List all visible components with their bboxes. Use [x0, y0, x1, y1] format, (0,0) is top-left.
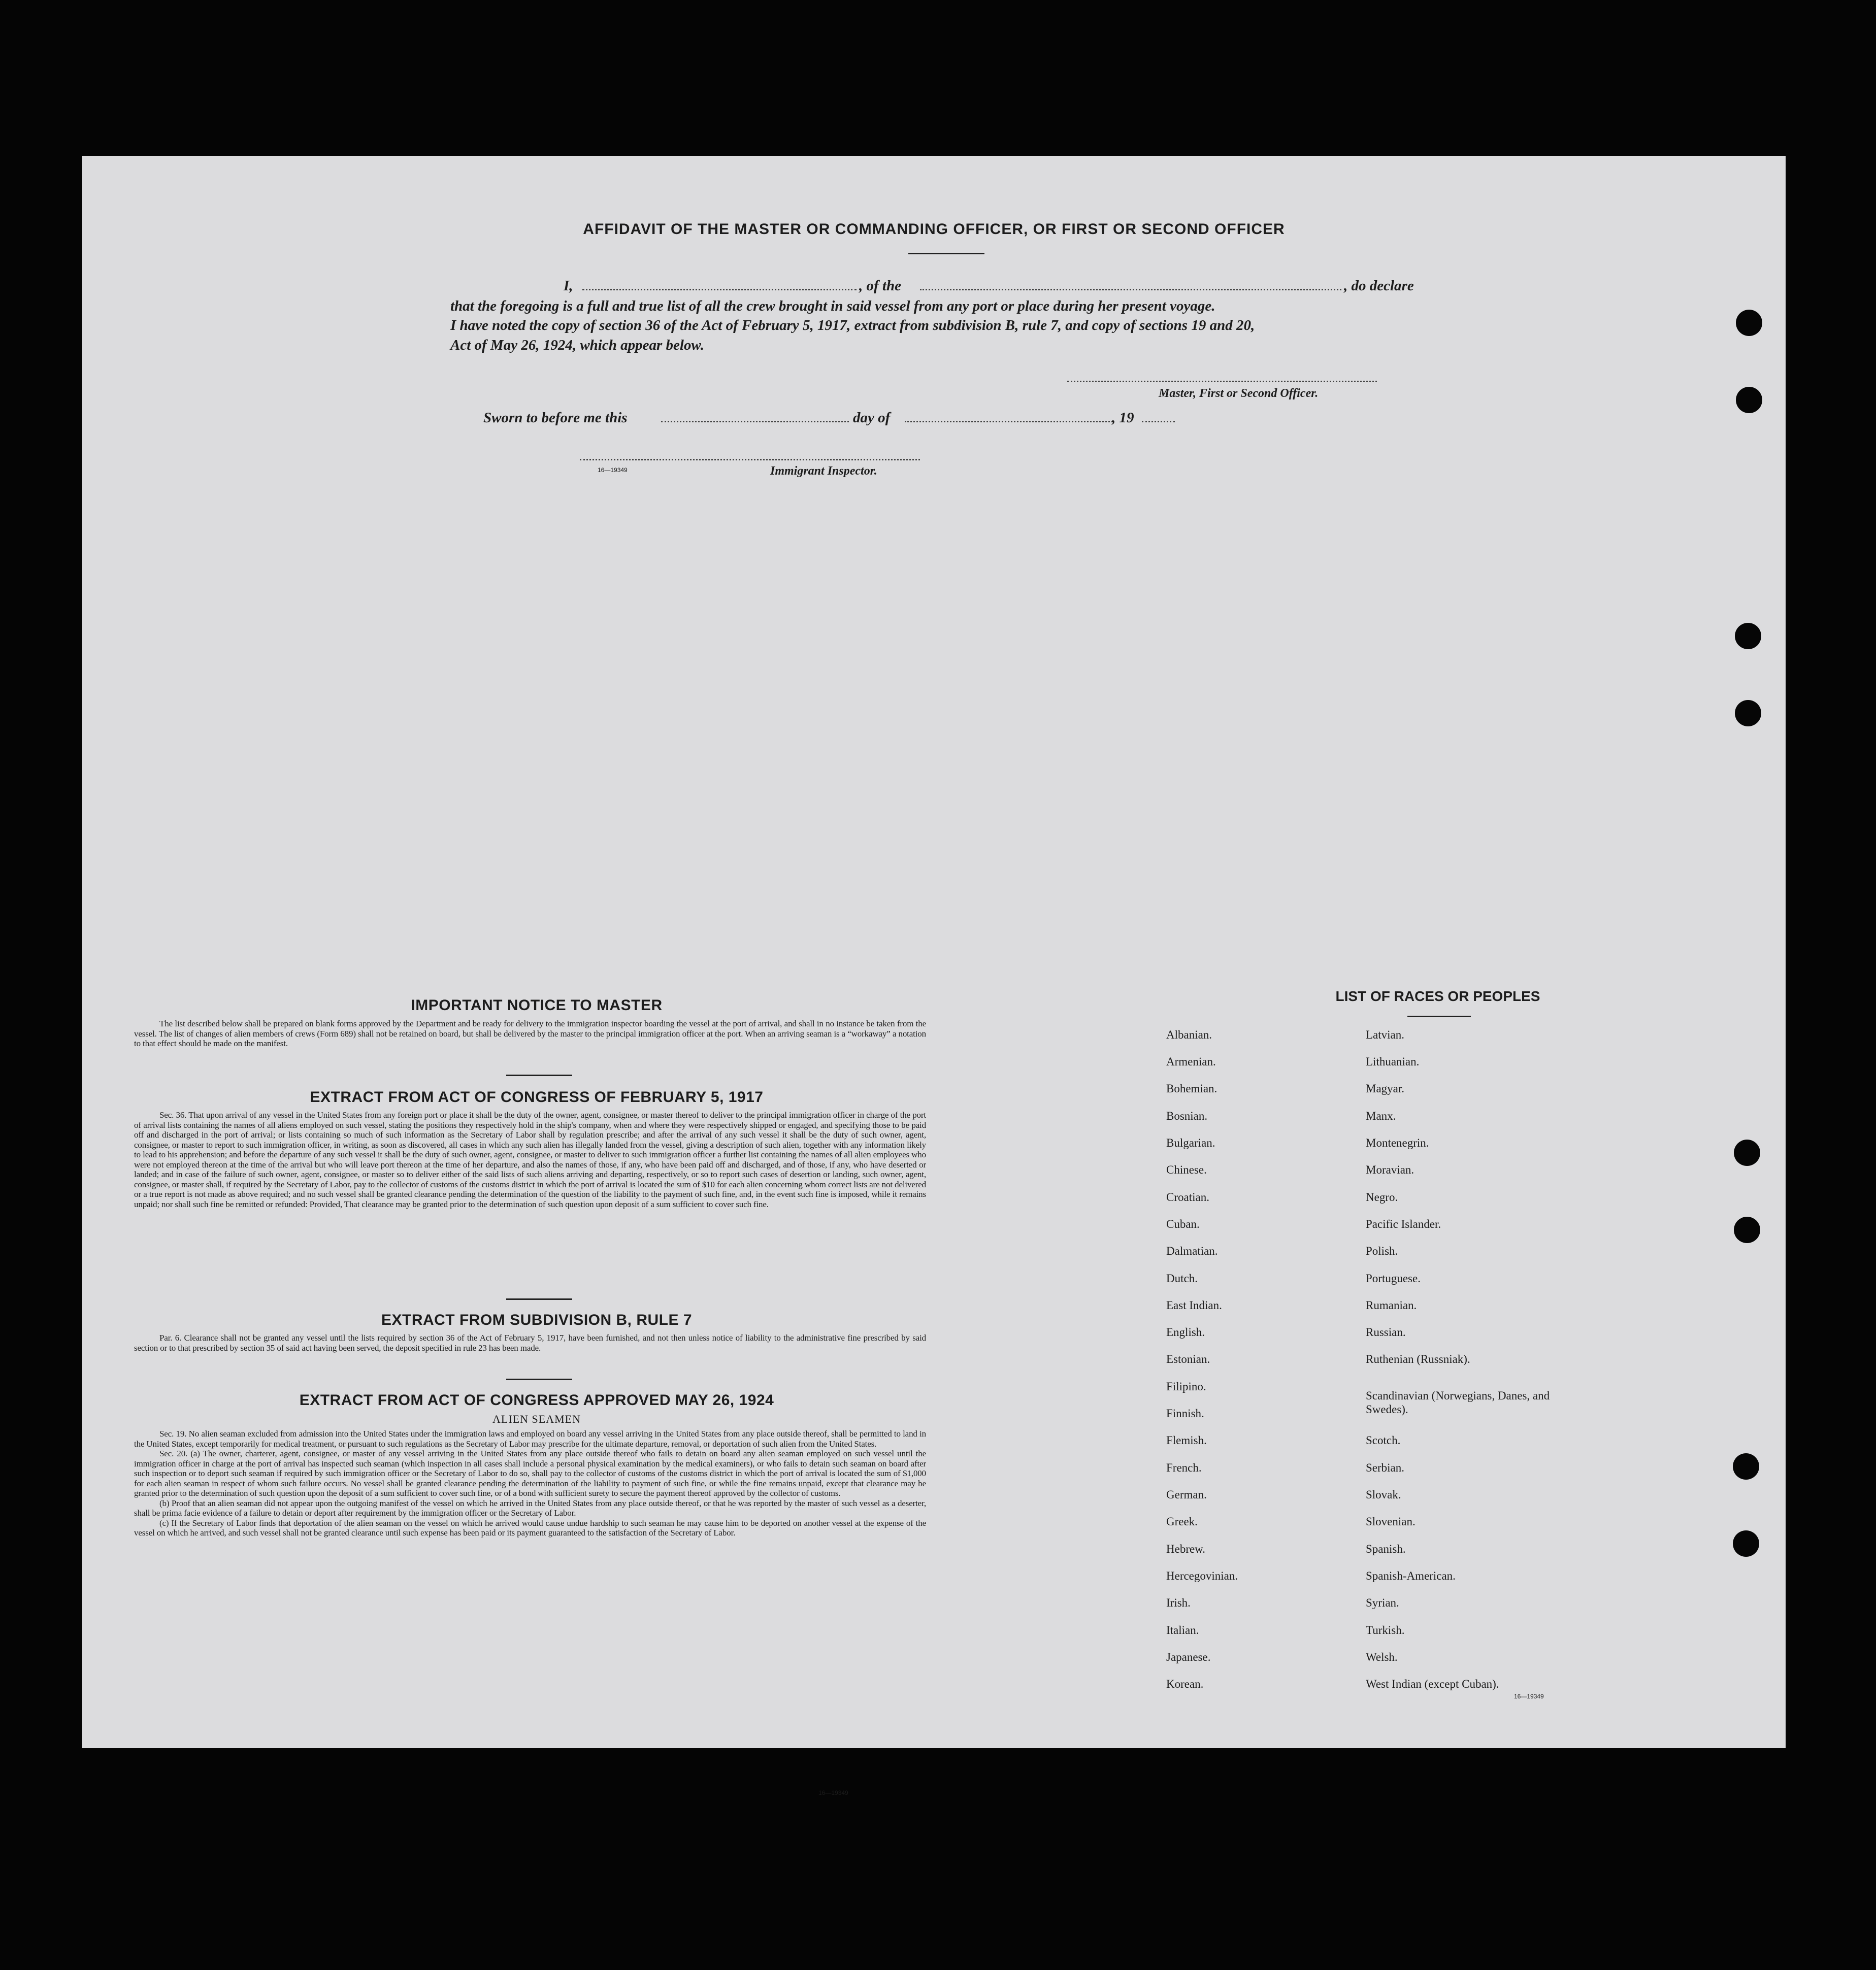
section-20a-text: Sec. 20. (a) The owner, charterer, agent, consignee, or master of any vessel arriving in the United States from any place outside thereof who fails to detain on board any alien seaman employed on such vessel until the immigration officer in charge at the port of arrival has inspected such seaman (which inspection in all cases shall include a personal physical examination by the medical examiners), or who fails to detain such seaman on board after such inspection or to deport such seaman if required by such immigration officer or the Secretary of Labor to do so, shall pay to the collector of customs of the customs district in which the port of arrival is located the sum of $1,000 for each alien seaman in respect of whom such failure occurs. No vessel shall be granted clearance pending the determination of the liability to payment of such fine, or while the fine remains unpaid, except that clearance may be granted prior to the determination of such question upon the deposit of a sum sufficient to cover such fine, or of a bond with sufficient surety to secure the payment thereof approved by the collector of customs. [134, 1449, 926, 1498]
declarant-name-field [582, 289, 857, 290]
punch-hole [1736, 310, 1762, 336]
race-item: Moravian. [1366, 1163, 1414, 1176]
section-20c-text: (c) If the Secretary of Labor finds that deportation of the alien seaman on the vessel on which he arrived would cause undue hardship to such seaman he may cause him to be deported on another vessel at the expense of the vessel on which he arrived, and such vessel shall not be granted clearance until such expense has been paid or its payment guaranteed to the satisfaction of the Secretary of Labor. [134, 1518, 926, 1538]
race-item: French. [1166, 1461, 1202, 1474]
race-item: Syrian. [1366, 1596, 1399, 1609]
race-item: Japanese. [1166, 1651, 1211, 1663]
race-item: Italian. [1166, 1624, 1199, 1637]
race-item: Polish. [1366, 1245, 1398, 1257]
master-signature-line [1067, 381, 1377, 382]
race-item: Bohemian. [1166, 1082, 1217, 1095]
punch-hole [1734, 1140, 1760, 1166]
alien-seamen-subtitle: ALIEN SEAMEN [492, 1413, 581, 1425]
race-item: Bulgarian. [1166, 1137, 1215, 1149]
punch-hole [1735, 700, 1761, 726]
race-item: Irish. [1166, 1596, 1191, 1609]
race-item: Dutch. [1166, 1272, 1198, 1285]
extract-1924-body [82, 1429, 991, 1538]
race-item: Scotch. [1366, 1434, 1401, 1447]
race-item: Spanish. [1366, 1543, 1406, 1555]
race-item: East Indian. [1166, 1299, 1222, 1312]
punch-hole [1733, 1530, 1759, 1557]
section-divider [506, 1298, 572, 1300]
punch-hole [1734, 1217, 1760, 1243]
race-item: Hercegovinian. [1166, 1570, 1238, 1582]
race-item: Scandinavian (Norwegians, Danes, and Swedes). [1366, 1389, 1550, 1416]
race-item: German. [1166, 1488, 1207, 1501]
affidavit-line-3: I have noted the copy of section 36 of the Act of February 5, 1917, extract from subdivision B, rule 7, and copy of sections 19 and 20, [450, 317, 1255, 333]
day-of-label: day of [853, 410, 891, 426]
race-item: Korean. [1166, 1678, 1204, 1690]
race-item: Welsh. [1366, 1651, 1398, 1663]
sworn-year-field [1142, 421, 1175, 422]
race-item: Albanian. [1166, 1028, 1212, 1041]
race-item: Bosnian. [1166, 1110, 1208, 1122]
affidavit-line-4: Act of May 26, 1924, which appear below. [450, 337, 704, 353]
race-item: Greek. [1166, 1515, 1198, 1528]
race-item: Hebrew. [1166, 1543, 1206, 1555]
title-divider [908, 253, 984, 254]
race-item: Russian. [1366, 1326, 1406, 1339]
race-item: Rumanian. [1366, 1299, 1417, 1312]
race-item: Serbian. [1366, 1461, 1405, 1474]
notice-title: IMPORTANT NOTICE TO MASTER [411, 997, 663, 1014]
race-item: Slovenian. [1366, 1515, 1416, 1528]
race-item: Croatian. [1166, 1191, 1209, 1204]
section-19-text: Sec. 19. No alien seaman excluded from admission into the United States under the immigration laws and employed on board any vessel arriving in the United States from any place outside thereof, shall be permitted to land in the United States, except temporarily for medical treatment, or pursuant to such regulations as the Secretary of Labor may prescribe for the ultimate departure, removal, or deportation of such alien from the United States. [134, 1429, 926, 1449]
race-item: Cuban. [1166, 1218, 1200, 1230]
affidavit-line-2: that the foregoing is a full and true list of all the crew brought in said vessel from any port or place during her present voyage. [450, 298, 1215, 314]
race-item: Flemish. [1166, 1434, 1207, 1447]
race-item: Spanish-American. [1366, 1570, 1456, 1582]
section-divider [506, 1379, 572, 1380]
races-form-number: 16—19349 [1514, 1693, 1544, 1700]
race-item: Montenegrin. [1366, 1137, 1429, 1149]
punch-hole [1733, 1453, 1759, 1480]
of-the-label: , of the [859, 278, 901, 294]
race-item: Dalmatian. [1166, 1245, 1218, 1257]
race-item: Chinese. [1166, 1163, 1207, 1176]
race-item: Armenian. [1166, 1055, 1216, 1068]
race-item: Slovak. [1366, 1488, 1401, 1501]
race-item: Filipino. [1166, 1380, 1206, 1393]
section-divider [506, 1075, 572, 1076]
sworn-month-field [905, 421, 1113, 422]
vessel-name-field [920, 289, 1341, 290]
year-label: , 19 [1112, 410, 1134, 426]
notice-text: The list described below shall be prepared on blank forms approved by the Department and be ready for delivery to the immigration inspector boarding the vessel at the port of arrival, and shall in no instance be taken from the vessel. The list of changes of alien members of crews (Form 689) shall not be retained on board, but shall be delivered by the master to the principal immigration officer at the port. When an arriving seaman is a “workaway” a notation to that effect should be made on the manifest. [134, 1019, 926, 1048]
document-sheet [82, 156, 1786, 1796]
races-title: LIST OF RACES OR PEOPLES [1335, 988, 1540, 1004]
declarant-i-label: I, [564, 278, 573, 294]
extract-1917-text: Sec. 36. That upon arrival of any vessel in the United States from any foreign port or place it shall be the duty of the owner, agent, consignee, or master thereof to deliver to the principal immigration officer in charge of the port of arrival lists containing the names of all aliens employed on such vessel, stating the positions they respectively hold in the ship's company, when and where they were respectively shipped or engaged, and specifying those to be paid off and discharged in the port of arrival; or lists containing so much of such information as the Secretary of Labor shall by regulation prescribe; and after the arrival of any such vessel it shall be the duty of such owner, agent, consignee, or master to report to such immigration officer, in writing, as soon as discovered, all cases in which any such alien has illegally landed from the vessel, giving a description of such alien, together with any information likely to lead to his apprehension; and before the departure of any such vessel it shall be the duty of such owner, agent, consignee, or master to deliver to such immigration officer a further list containing the names of all alien employees who were not employed thereon at the time of the arrival but who will leave port thereon at the time of her departure, and also the names of those, if any, who have been paid off and discharged, and of those, if any, who have deserted or landed; and in case of the failure of such owner, agent, consignee, or master so to deliver either of the said lists of such aliens arriving and departing, respectively, or so to report such cases of desertion or landing, such owner, agent, consignee, or master shall, if required by the Secretary of Labor, pay to the collector of customs of the customs district in which the port of arrival is located the sum of $10 for each alien concerning whom correct lists are not delivered or a true report is not made as above required; and no such vessel shall be granted clearance pending the determination of the question of the liability to the payment of such fine, and, in the event such fine is imposed, while it remains unpaid; nor shall such fine be remitted or refunded: Provided, That clearance may be granted prior to the determination of such question upon deposit of a sum sufficient to cover such fine. [134, 1110, 926, 1209]
extract-rule7-text: Par. 6. Clearance shall not be granted any vessel until the lists required by section 36 of the Act of February 5, 1917, have been furnished, and not then unless notice of liability to the administrative fine prescribed by said section or to that prescribed by section 35 of said act having been served, the deposit specified in rule 23 has been made. [134, 1333, 926, 1353]
sworn-line [483, 410, 1194, 428]
inspector-signature-line [580, 459, 920, 460]
race-item: Turkish. [1366, 1624, 1405, 1637]
race-item: Manx. [1366, 1110, 1396, 1122]
inspector-signature-label: Immigrant Inspector. [770, 464, 877, 478]
race-item: English. [1166, 1326, 1205, 1339]
race-item: Latvian. [1366, 1028, 1404, 1041]
race-item: Negro. [1366, 1191, 1398, 1204]
race-item: Portuguese. [1366, 1272, 1421, 1285]
extract-1917-title: EXTRACT FROM ACT OF CONGRESS OF FEBRUARY 5, 1917 [310, 1089, 764, 1106]
sworn-date-field [661, 421, 849, 422]
race-item: Ruthenian (Russniak). [1366, 1353, 1470, 1365]
race-item: West Indian (except Cuban). [1366, 1678, 1499, 1690]
punch-hole [1736, 387, 1762, 413]
race-item: Magyar. [1366, 1082, 1405, 1095]
race-item: Pacific Islander. [1366, 1218, 1441, 1230]
race-item: Estonian. [1166, 1353, 1210, 1365]
master-signature-label: Master, First or Second Officer. [1159, 387, 1319, 400]
sworn-prefix: Sworn to before me this [483, 410, 628, 426]
do-declare-label: , do declare [1344, 278, 1414, 294]
race-item: Lithuanian. [1366, 1055, 1420, 1068]
affidavit-form-number: 16—19349 [598, 466, 628, 474]
extract-rule7-title: EXTRACT FROM SUBDIVISION B, RULE 7 [381, 1312, 693, 1328]
extract-1924-title: EXTRACT FROM ACT OF CONGRESS APPROVED MAY 26, 1924 [299, 1392, 774, 1409]
punch-hole [1735, 623, 1761, 649]
races-divider [1407, 1016, 1471, 1017]
extract-form-number: 16—19349 [818, 1789, 848, 1796]
section-20b-text: (b) Proof that an alien seaman did not appear upon the outgoing manifest of the vessel on which he arrived in the United States from any place outside thereof, or that he was reported by the master of such vessel as a deserter, shall be prima facie evidence of a failure to detain or deport after requirement by the immigration officer or the Secretary of Labor. [134, 1498, 926, 1518]
affidavit-line-1 [448, 278, 1478, 296]
affidavit-title: AFFIDAVIT OF THE MASTER OR COMMANDING OFFICER, OR FIRST OR SECOND OFFICER [583, 221, 1285, 238]
race-item: Finnish. [1166, 1407, 1204, 1420]
